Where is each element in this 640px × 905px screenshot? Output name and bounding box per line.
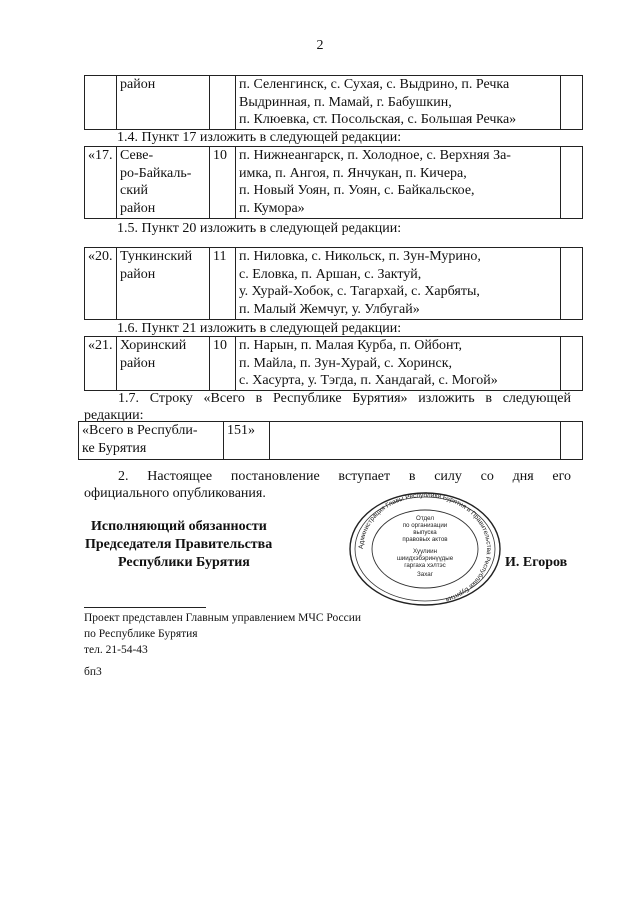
table-cell-empty [270, 422, 561, 460]
paragraph-line: 1.7. Строку «Всего в Республике Бурятия» изложить в следующей [118, 391, 571, 406]
footer-line: Проект представлен Главным управлением МЧС России [84, 612, 362, 624]
table-cell-settlements [236, 76, 561, 130]
district-line: ский [120, 183, 148, 198]
table-cell-num [85, 76, 117, 130]
district-line: ро-Байкаль- [120, 165, 192, 181]
settlement-line: Выдринная, п. Мамай, г. Бабушкин, [239, 94, 452, 110]
seal-graphic [346, 492, 504, 606]
table-cell-empty [561, 337, 583, 391]
table-cell-district [117, 248, 210, 320]
footer-line: по Республике Бурятия [84, 628, 198, 640]
table-total [78, 421, 583, 460]
district-line: район [120, 200, 156, 216]
paragraph-line: редакции: [84, 408, 144, 423]
paragraph-1-4: 1.4. Пункт 17 изложить в следующей редакции: [117, 130, 402, 145]
district-line: Хоринский [120, 338, 187, 353]
paragraph-1-5: 1.5. Пункт 20 изложить в следующей редакции: [117, 221, 402, 236]
page-number: 2 [316, 38, 324, 53]
official-seal [346, 492, 504, 606]
settlement-line: с. Хасурта, у. Тэгда, п. Хандагай, с. Могой» [239, 373, 498, 388]
table-point-20 [84, 247, 583, 320]
settlement-line: п. Нарын, п. Малая Курба, п. Ойбонт, [239, 338, 463, 353]
paragraph-1-7 [84, 390, 571, 424]
district-line: район [120, 266, 156, 282]
table-point-21 [84, 336, 583, 391]
table-row [79, 422, 583, 460]
signatory-title-line: Республики Бурятия [118, 555, 250, 570]
seal-line: Отдел [416, 515, 434, 522]
table-cell-count: 10 [210, 337, 236, 391]
district-line: Севе- [120, 148, 154, 163]
footnote-divider [84, 607, 206, 608]
settlement-line: п. Малый Жемчуг, у. Улбугай» [239, 301, 420, 317]
table-cell-empty [561, 248, 583, 320]
table-cell-settlements [236, 337, 561, 391]
table-cell-empty [561, 76, 583, 130]
total-label-line: ке Бурятия [82, 440, 147, 456]
paragraph-line: официального опубликования. [84, 486, 266, 501]
total-label-line: «Всего в Республи- [82, 423, 198, 438]
table-cell-district [117, 337, 210, 391]
signatory-title-line: Исполняющий обязанности [91, 519, 267, 534]
table-cell-count: 10 [210, 147, 236, 219]
seal-line: выпуска [413, 529, 437, 536]
seal-line: Хуулиин [413, 548, 437, 555]
table-point-17 [84, 146, 583, 219]
table-cell-total-count: 151» [224, 422, 270, 460]
settlement-line: п. Клюевка, ст. Посольская, с. Большая Речка» [239, 112, 517, 127]
seal-line: гаргаха хэлтэс [404, 562, 446, 569]
table-cell-settlements [236, 147, 561, 219]
paragraph-line: 2. Настоящее постановление вступает в силу со дня его [118, 469, 571, 484]
paragraph-1-6: 1.6. Пункт 21 изложить в следующей редакции: [117, 321, 402, 336]
settlement-line: у. Хурай-Хобок, с. Тагархай, с. Харбяты, [239, 284, 480, 299]
table-cell-district: район [117, 76, 210, 130]
seal-line: Захаг [417, 571, 433, 578]
settlement-line: п. Майла, п. Зун-Хурай, с. Хоринск, [239, 355, 453, 371]
table-cell-num: «20. [85, 248, 117, 320]
seal-line: шиидхэбэринүүдые [396, 555, 454, 562]
table-row [85, 147, 583, 219]
settlement-line: п. Новый Уоян, п. Уоян, с. Байкальское, [239, 183, 475, 198]
table-cell-num: «17. [85, 147, 117, 219]
district-line: Тункинский [120, 249, 193, 264]
signatory-name: И. Егоров [505, 555, 568, 570]
settlement-line: п. Нижнеангарск, п. Холодное, с. Верхняя За- [239, 148, 511, 163]
settlement-line: п. Ниловка, с. Никольск, п. Зун-Мурино, [239, 249, 481, 264]
settlement-line: имка, п. Ангоя, п. Янчукан, п. Кичера, [239, 165, 467, 181]
table-cell-total-label [79, 422, 224, 460]
footer-note [84, 610, 361, 658]
table-cell-num: «21. [85, 337, 117, 391]
signatory-title [85, 518, 273, 572]
document-code: бп3 [84, 666, 102, 678]
seal-ring-text: Администрация Главы Республики Бурятия и Правительства Республики Бурятия [357, 492, 493, 603]
district-line: район [120, 355, 156, 371]
table-row [85, 248, 583, 320]
table-cell-empty [561, 422, 583, 460]
footer-line: тел. 21-54-43 [84, 644, 148, 656]
seal-line: по организации [402, 522, 448, 529]
table-continuation [84, 75, 583, 130]
table-cell-count: 11 [210, 248, 236, 320]
table-cell-empty [561, 147, 583, 219]
settlement-line: п. Селенгинск, с. Сухая, с. Выдрино, п. Речка [239, 77, 510, 92]
table-row [85, 76, 583, 130]
table-cell-settlements [236, 248, 561, 320]
table-row [85, 337, 583, 391]
table-cell-district [117, 147, 210, 219]
seal-line: правовых актов [402, 536, 448, 543]
table-cell-count [210, 76, 236, 130]
settlement-line: п. Кумора» [239, 200, 305, 216]
settlement-line: с. Еловка, п. Аршан, с. Зактуй, [239, 266, 422, 282]
signatory-title-line: Председателя Правительства [85, 537, 273, 552]
